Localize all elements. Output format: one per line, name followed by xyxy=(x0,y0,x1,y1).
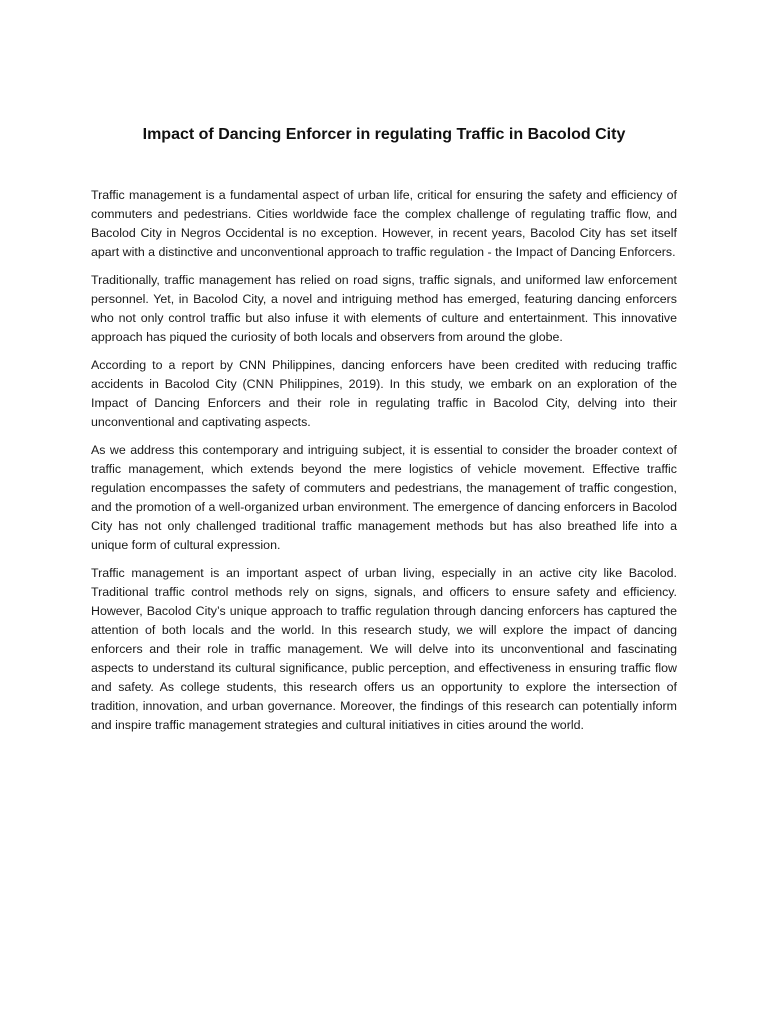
body-paragraph-1: Traffic management is a fundamental aspect of urban life, critical for ensuring the safety and efficiency of commuters and pedestrians. Cities worldwide face the complex challenge of regulating traffic flow, and Bacolod City in Negros Occidental is no exception. However, in recent years, Bacolod City has set itself apart with a distinctive and unconventional approach to traffic regulation - the Impact of Dancing Enforcers. xyxy=(91,188,677,259)
body-paragraph-3: According to a report by CNN Philippines, dancing enforcers have been credited with reducing traffic accidents in Bacolod City (CNN Philippines, 2019). In this study, we embark on an exploration of the Impact of Dancing Enforcers and their role in regulating traffic in Bacolod City, delving into their unconventional and captivating aspects. xyxy=(91,358,677,429)
body-paragraph-5: Traffic management is an important aspect of urban living, especially in an active city like Bacolod. Traditional traffic control methods rely on signs, signals, and officers to ensure safety and efficiency. However, Bacolod City’s unique approach to traffic regulation through dancing enforcers has captured the attention of both locals and the world. In this research study, we will explore the impact of dancing enforcers and their role in traffic management. We will delve into its unconventional and fascinating aspects to understand its cultural significance, public perception, and effectiveness in ensuring traffic flow and safety. As college students, this research offers us an opportunity to explore the intersection of tradition, innovation, and urban governance. Moreover, the findings of this research can potentially inform and inspire traffic management strategies and cultural initiatives in cities around the world. xyxy=(91,566,677,732)
document-body xyxy=(91,186,677,744)
body-paragraph-2: Traditionally, traffic management has relied on road signs, traffic signals, and uniformed law enforcement personnel. Yet, in Bacolod City, a novel and intriguing method has emerged, featuring dancing enforcers who not only control traffic but also infuse it with elements of culture and entertainment. This innovative approach has piqued the curiosity of both locals and observers from around the globe. xyxy=(91,273,677,344)
document-title: Impact of Dancing Enforcer in regulating Traffic in Bacolod City xyxy=(142,126,626,143)
body-paragraph-4: As we address this contemporary and intriguing subject, it is essential to consider the broader context of traffic management, which extends beyond the mere logistics of vehicle movement. Effective traffic regulation encompasses the safety of commuters and pedestrians, the management of traffic congestion, and the promotion of a well-organized urban environment. The emergence of dancing enforcers in Bacolod City has not only challenged traditional traffic management methods but has also breathed life into a unique form of cultural expression. xyxy=(91,443,677,552)
